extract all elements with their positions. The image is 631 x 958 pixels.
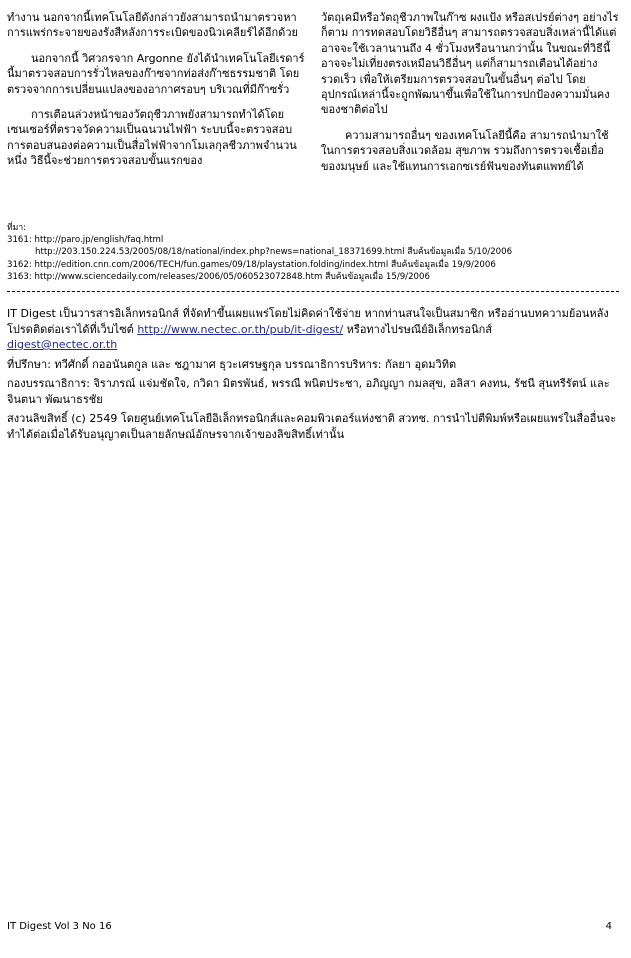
page-footer [7,921,612,932]
right-paragraph-2: ความสามารถอื่นๆ ของเทคโนโลยีนี้คือ สามารถนำมาใช้ในการตรวจสอบสิ่งแวดล้อม สุขภาพ รวมถึงการตรวจเชื้อเยื่อของมนุษย์ และใช้แทนการเอกซเรย์ฟันของทันตแพทย์ได้ [321,128,609,173]
reference-3162: 3162: http://edition.cnn.com/2006/TECH/fun.games/09/18/playstation.folding/index.html สืบค้นข้อมูลเมื่อ 19/9/2006 [7,259,496,270]
article-columns [7,10,619,184]
subscription-paragraph [7,306,619,353]
copyright-line: สงวนลิขสิทธิ์ (c) 2549 โดยศูนย์เทคโนโลยีอิเล็กทรอนิกส์และคอมพิวเตอร์แห่งชาติ สวทช. การนำไปตีพิมพ์หรือเผยแพร่ในสื่ออื่นจะทำได้ต่อเมื่อได้รับอนุญาตเป็นลายลักษณ์อักษรจากเจ้าของลิขสิทธิ์เท่านั้น [7,412,617,441]
left-paragraph-1: ทำงาน นอกจากนี้เทคโนโลยีดังกล่าวยังสามารถนำมาตรวจหาการแพร่กระจายของรังสีหลังการระเบิดของนิวเคลียร์ได้อีกด้วย [7,11,298,40]
reference-3161-second: http://203.150.224.53/2005/08/18/national/index.php?news=national_18371699.html สืบค้นข้อมูลเมื่อ 5/10/2006 [35,247,513,258]
website-link[interactable]: http://www.nectec.or.th/pub/it-digest/ [137,322,344,336]
editors-line: กองบรรณาธิการ: จิราภรณ์ แจ่มชัดใจ, กวิดา มิตรพันธ์, พรรณี พนิตประชา, อภิญญา กมลสุข, อลิสา คงทน, รัชนี สุนทรีรัตน์ และจินตนา พัฒนาธรชัย [7,377,610,406]
reference-3161: 3161: http://paro.jp/english/faq.html [7,235,164,246]
references-heading: ที่มา: [7,223,27,233]
section-divider [7,291,619,292]
newsletter-info [7,306,619,446]
email-intro: หรือทางไปรษณีย์อิเล็กทรอนิกส์ [346,322,492,336]
left-paragraph-2: นอกจากนี้ วิศวกรจาก Argonne ยังได้นำเทคโนโลยีเรดาร์นี้มาตรวจสอบการรั่วไหลของก๊าซจากท่อส่งก๊าซธรรมชาติ โดยตรวจจากการเปลี่ยนแปลงของอากาศรอบๆ บริเวณที่มีก๊าซรั่ว [7,51,305,96]
left-paragraph-3: การเตือนล่วงหน้าของวัตถุชีวภาพยังสามารถทำได้โดยเซนเซอร์ที่ตรวจวัดความเป็นฉนวนไฟฟ้า ระบบนี้จะตรวจสอบการตอบสนองต่อความเป็นสื่อไฟฟ้าจากโมเลกุลชีวภาพจำนวนหนึ่ง วิธีนี้จะช่วยการตรวจสอบขั้นแรกของ [7,108,297,168]
left-column [7,10,305,184]
footer-title: IT Digest Vol 3 No 16 [7,921,112,932]
right-column [321,10,619,184]
subscription-intro: IT Digest เป็นวารสารอิเล็กทรอนิกส์ ที่จัดทำขึ้นเผยแพร่โดยไม่คิดค่าใช้จ่าย หากท่านสนใจเป็นสมาชิก หรืออ่านบทความย้อนหลัง โปรดติดต่อเราได้ที่เว็บไซต์ [7,307,609,336]
page-number: 4 [605,921,612,932]
right-paragraph-1: วัตถุเคมีหรือวัตถุชีวภาพในก๊าซ ผงแป้ง หรือสเปรย์ต่างๆ อย่างไรก็ตาม การทดสอบโดยวิธีอื่นๆ สามารถตรวจสอบสิ่งเหล่านี้ได้แต่อาจจะใช้เวลานานถึง 4 ชั่วโมงหรือนานกว่านั้น ในขณะที่วิธีนี้อาจจะไม่เที่ยงตรงเหมือนวิธีอื่นๆ แต่ก็สามารถเตือนได้อย่างรวดเร็ว เพื่อให้เตรียมการตรวจสอบในขั้นอื่นๆ ต่อไป โดยอุปกรณ์เหล่านี้จะถูกพัฒนาขึ้นเพื่อใช้ในการปกป้องความมั่นคงของชาติต่อไป [321,11,619,117]
references [7,222,622,283]
email-link[interactable]: digest@nectec.or.th [7,338,118,351]
advisors-line: ที่ปรึกษา: ทวีศักดิ์ กออนันตกูล และ ชฎามาศ ธุวะเศรษฐกุล บรรณาธิการบริหาร: กัลยา อุดมวิทิต [7,357,457,371]
reference-3163: 3163: http://www.sciencedaily.com/releases/2006/05/060523072848.htm สืบค้นข้อมูลเมื่อ 15/9/2006 [7,271,430,282]
